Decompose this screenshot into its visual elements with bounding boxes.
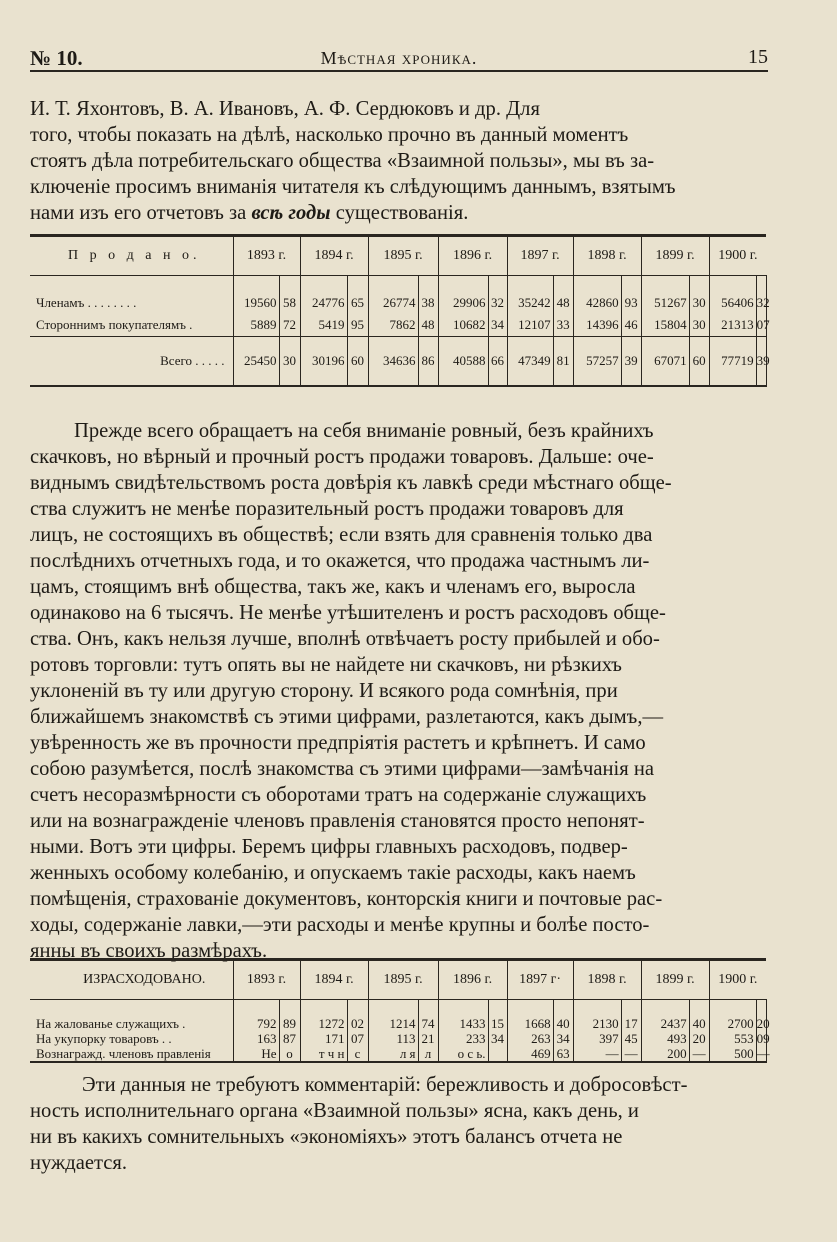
intro-emphasis: всѣ годы [251,202,331,224]
table-header-row [30,960,766,1000]
expenses-table [30,958,770,1063]
spacer-cell [368,276,418,293]
kopecks-cell: 46 [621,314,641,337]
rubles-cell: 263 [507,1031,553,1046]
spacer-cell [507,276,553,293]
rubles-cell: 14396 [573,314,621,337]
total-rubles-cell: 77719 [709,337,756,387]
year-header: 1895 г. [368,236,438,276]
year-header: 1894 г. [300,236,368,276]
rubles-cell: 200 [641,1046,689,1062]
issue-number: № 10. [30,46,83,70]
spacer-cell [573,1000,621,1017]
kopecks-cell: 40 [689,1016,709,1031]
spacer-cell [418,276,438,293]
page-number: 15 [748,46,768,68]
spacer-cell [709,1000,756,1017]
rubles-cell: 26774 [368,292,418,314]
kopecks-cell: 89 [279,1016,300,1031]
spacer-cell [756,1000,766,1017]
total-kopecks-cell: 60 [689,337,709,387]
rubles-cell: т ч н [300,1046,347,1062]
kopecks-cell: — [756,1046,770,1061]
rubles-cell: 553 [709,1031,756,1046]
kopecks-cell: о [279,1046,300,1062]
spacer-cell [488,276,507,293]
table-spacer [30,276,766,293]
spacer-cell [621,1000,641,1017]
total-kopecks-cell: 66 [488,337,507,387]
spacer-cell [418,1000,438,1017]
table-header-row [30,236,766,276]
paragraph-analysis: Прежде всего обращаетъ на себя вниманіе ровный, безъ крайнихъ скачковъ, но вѣрный и прочный ростъ продажи товаровъ. Дальше: оче- виднымъ свидѣтельствомъ роста довѣрія къ лавкѣ среди мѣстнаго обще- ства служитъ не менѣе поразительный ростъ продажи товаровъ для лицъ, не состоящихъ въ обществѣ; если взять для сравненія только два послѣднихъ отчетныхъ года, и то окажется, что продажа частнымъ ли- цамъ, стоящимъ внѣ общества, такъ же, какъ и членамъ его, выросла одинаково на 6 тысячъ. Не менѣе утѣшителенъ и ростъ расходовъ обще- ства. Онъ, какъ нельзя лучше, вполнѣ отвѣчаетъ росту прибылей и обо- ротовъ торговли: тутъ опять вы не найдете ни скачковъ, ни рѣзкихъ уклоненій въ ту или другую сторону. И всякого рода сомнѣнія, при ближайшемъ знакомствѣ съ этими цифрами, разлетаются, какъ дымъ,— увѣренность же въ прочности предпріятія растетъ и крѣпнетъ. И само собою разумѣется, послѣ знакомства съ этими цифрами—замѣчанія на счетъ несоразмѣрности съ оборотами тратъ на содержаніе служащихъ или на вознагражденіе членовъ правленія становятся просто непонят- ными. Вотъ эти цифры. Беремъ цифры главныхъ расходовъ, подвер- женныхъ особому колебанію, и опускаемъ такіе расходы, какъ наемъ помѣщенія, страхованіе документовъ, конторскія книги и почтовые рас- ходы, содержаніе лавки,—эти расходы и менѣе крупны и болѣе посто- янны въ своихъ размѣрахъ. [30,420,672,962]
total-rubles-cell: 47349 [507,337,553,387]
rubles-cell: 19560 [233,292,279,314]
spacer-cell [573,276,621,293]
spacer-cell [233,276,279,293]
kopecks-cell [488,1046,507,1062]
kopecks-cell: 38 [418,292,438,314]
row-label: На укупорку товаровъ . . [36,1031,172,1046]
table-spacer [30,1000,766,1017]
kopecks-cell: 21 [418,1031,438,1046]
total-kopecks-cell: 86 [418,337,438,387]
rubles-cell: 12107 [507,314,553,337]
kopecks-cell: 34 [553,1031,573,1046]
kopecks-cell: 02 [347,1016,368,1031]
spacer-cell [689,1000,709,1017]
rubles-cell: 1668 [507,1016,553,1031]
spacer-cell [347,276,368,293]
rubles-cell: 24776 [300,292,347,314]
spacer-cell [641,276,689,293]
kopecks-cell: 30 [689,314,709,337]
kopecks-cell: 63 [553,1046,573,1062]
kopecks-cell: 17 [621,1016,641,1031]
table-row [30,1031,766,1046]
spacer-cell [553,276,573,293]
total-kopecks-cell: 60 [347,337,368,387]
rubles-cell: 15804 [641,314,689,337]
row-label: Стороннимъ покупателямъ . [36,317,193,332]
year-header: 1897 г. [507,236,573,276]
rubles-cell: 171 [300,1031,347,1046]
kopecks-cell: 48 [418,314,438,337]
spacer-cell [553,1000,573,1017]
year-header: 1894 г. [300,960,368,1000]
rubles-cell: 500 [709,1046,756,1062]
total-rubles-cell: 25450 [233,337,279,387]
total-kopecks-cell: 39 [621,337,641,387]
spacer-cell [488,1000,507,1017]
kopecks-cell: 07 [756,314,766,337]
table-row [30,1016,766,1031]
kopecks-cell: 87 [279,1031,300,1046]
table-heading: ИЗРАСХОДОВАНО. [30,960,233,1000]
spacer-cell [279,1000,300,1017]
paragraph-intro [30,96,768,226]
kopecks-cell: 58 [279,292,300,314]
rubles-cell: 493 [641,1031,689,1046]
total-label: Всего . . . . . [30,337,233,387]
spacer-cell [507,1000,553,1017]
row-label: На жалованье служащихъ . [36,1016,186,1031]
kopecks-cell: с [347,1046,368,1062]
table-row [30,1046,766,1062]
rubles-cell: 56406 [709,292,756,314]
kopecks-cell: 30 [689,292,709,314]
year-header: 1899 г. [641,236,709,276]
header-rule [30,70,768,72]
rubles-cell: 1433 [438,1016,488,1031]
intro-text-end: существованія. [330,202,469,224]
rubles-cell: 163 [233,1031,279,1046]
spacer-cell [30,1000,233,1017]
rubles-cell: Не [233,1046,279,1062]
rubles-cell: 397 [573,1031,621,1046]
rubles-cell: 2700 [709,1016,756,1031]
sales-table [30,234,770,387]
kopecks-cell: 32 [488,292,507,314]
rubles-cell: 5889 [233,314,279,337]
kopecks-cell: 95 [347,314,368,337]
year-header: 1897 г· [507,960,573,1000]
rubles-cell: 469 [507,1046,553,1062]
kopecks-cell: 65 [347,292,368,314]
total-rubles-cell: 30196 [300,337,347,387]
rubles-cell: 42860 [573,292,621,314]
rubles-cell: л я [368,1046,418,1062]
kopecks-cell: 48 [553,292,573,314]
year-header: 1898 г. [573,236,641,276]
year-header: 1893 г. [233,960,300,1000]
rubles-cell: 2130 [573,1016,621,1031]
year-header: 1896 г. [438,236,507,276]
row-label: Вознагражд. членовъ правленія [30,1046,233,1062]
kopecks-cell: 15 [488,1016,507,1031]
intro-text: И. Т. Яхонтовъ, В. А. Ивановъ, А. Ф. Сердюковъ и др. Для того, чтобы показать на дѣлѣ, насколько прочно въ данный моментъ стоятъ дѣла потребительскаго общества «Взаимной пользы», мы въ за- ключеніе просимъ вниманія читателя къ слѣдующимъ даннымъ, взятымъ нами изъ его отчетовъ за [30,98,676,224]
total-rubles-cell: 57257 [573,337,621,387]
spacer-cell [689,276,709,293]
rubles-cell: 10682 [438,314,488,337]
kopecks-cell: 93 [621,292,641,314]
rubles-cell: 29906 [438,292,488,314]
kopecks-cell: 45 [621,1031,641,1046]
spacer-cell [30,276,233,293]
rubles-cell: 21313 [709,314,756,337]
kopecks-cell: 07 [347,1031,368,1046]
total-rubles-cell: 67071 [641,337,689,387]
kopecks-cell: — [621,1046,641,1062]
kopecks-cell: 74 [418,1016,438,1031]
spacer-cell [641,1000,689,1017]
spacer-cell [756,276,766,293]
kopecks-cell: 20 [756,1016,770,1031]
paragraph-conclusion: Эти данныя не требуютъ комментарій: бережливость и добросовѣст- ность исполнительнаго органа «Взаимной пользы» ясна, какъ день, и ни въ какихъ сомнительныхъ «экономіяхъ» этотъ балансъ отчета не нуждается. [30,1074,688,1174]
total-kopecks-cell: 30 [279,337,300,387]
total-rubles-cell: 34636 [368,337,418,387]
rubles-cell: 1272 [300,1016,347,1031]
kopecks-cell: 09 [756,1031,770,1046]
year-header: 1899 г. [641,960,709,1000]
year-header: 1900 г. [709,960,766,1000]
year-header: 1893 г. [233,236,300,276]
rubles-cell: 5419 [300,314,347,337]
year-header: 1896 г. [438,960,507,1000]
rubles-cell: 35242 [507,292,553,314]
spacer-cell [347,1000,368,1017]
spacer-cell [621,276,641,293]
spacer-cell [438,276,488,293]
kopecks-cell: 40 [553,1016,573,1031]
spacer-cell [438,1000,488,1017]
kopecks-cell: 72 [279,314,300,337]
table-heading: П р о д а н о. [30,236,233,276]
rubles-cell: 51267 [641,292,689,314]
year-header: 1898 г. [573,960,641,1000]
spacer-cell [709,276,756,293]
row-label: Членамъ . . . . . . . . [36,295,137,310]
rubles-cell: — [573,1046,621,1062]
year-header: 1900 г. [709,236,766,276]
rubles-cell: о с ь. [438,1046,488,1062]
rubles-cell: 2437 [641,1016,689,1031]
rubles-cell: 113 [368,1031,418,1046]
rubles-cell: 792 [233,1016,279,1031]
spacer-cell [300,276,347,293]
kopecks-cell: 34 [488,1031,507,1046]
total-row [30,337,766,387]
total-rubles-cell: 40588 [438,337,488,387]
kopecks-cell: — [689,1046,709,1062]
kopecks-cell: 34 [488,314,507,337]
spacer-cell [300,1000,347,1017]
kopecks-cell: л [418,1046,438,1062]
kopecks-cell: 33 [553,314,573,337]
spacer-cell [279,276,300,293]
rubles-cell: 233 [438,1031,488,1046]
year-header: 1895 г. [368,960,438,1000]
rubles-cell: 1214 [368,1016,418,1031]
total-kopecks-cell: 81 [553,337,573,387]
spacer-cell [233,1000,279,1017]
table-row [30,314,766,337]
kopecks-cell: 32 [756,292,766,314]
total-kopecks-cell: 39 [756,337,766,387]
rubles-cell: 7862 [368,314,418,337]
spacer-cell [368,1000,418,1017]
table-row [30,292,766,314]
kopecks-cell: 20 [689,1031,709,1046]
section-title: Мѣстная хроника. [320,48,478,68]
